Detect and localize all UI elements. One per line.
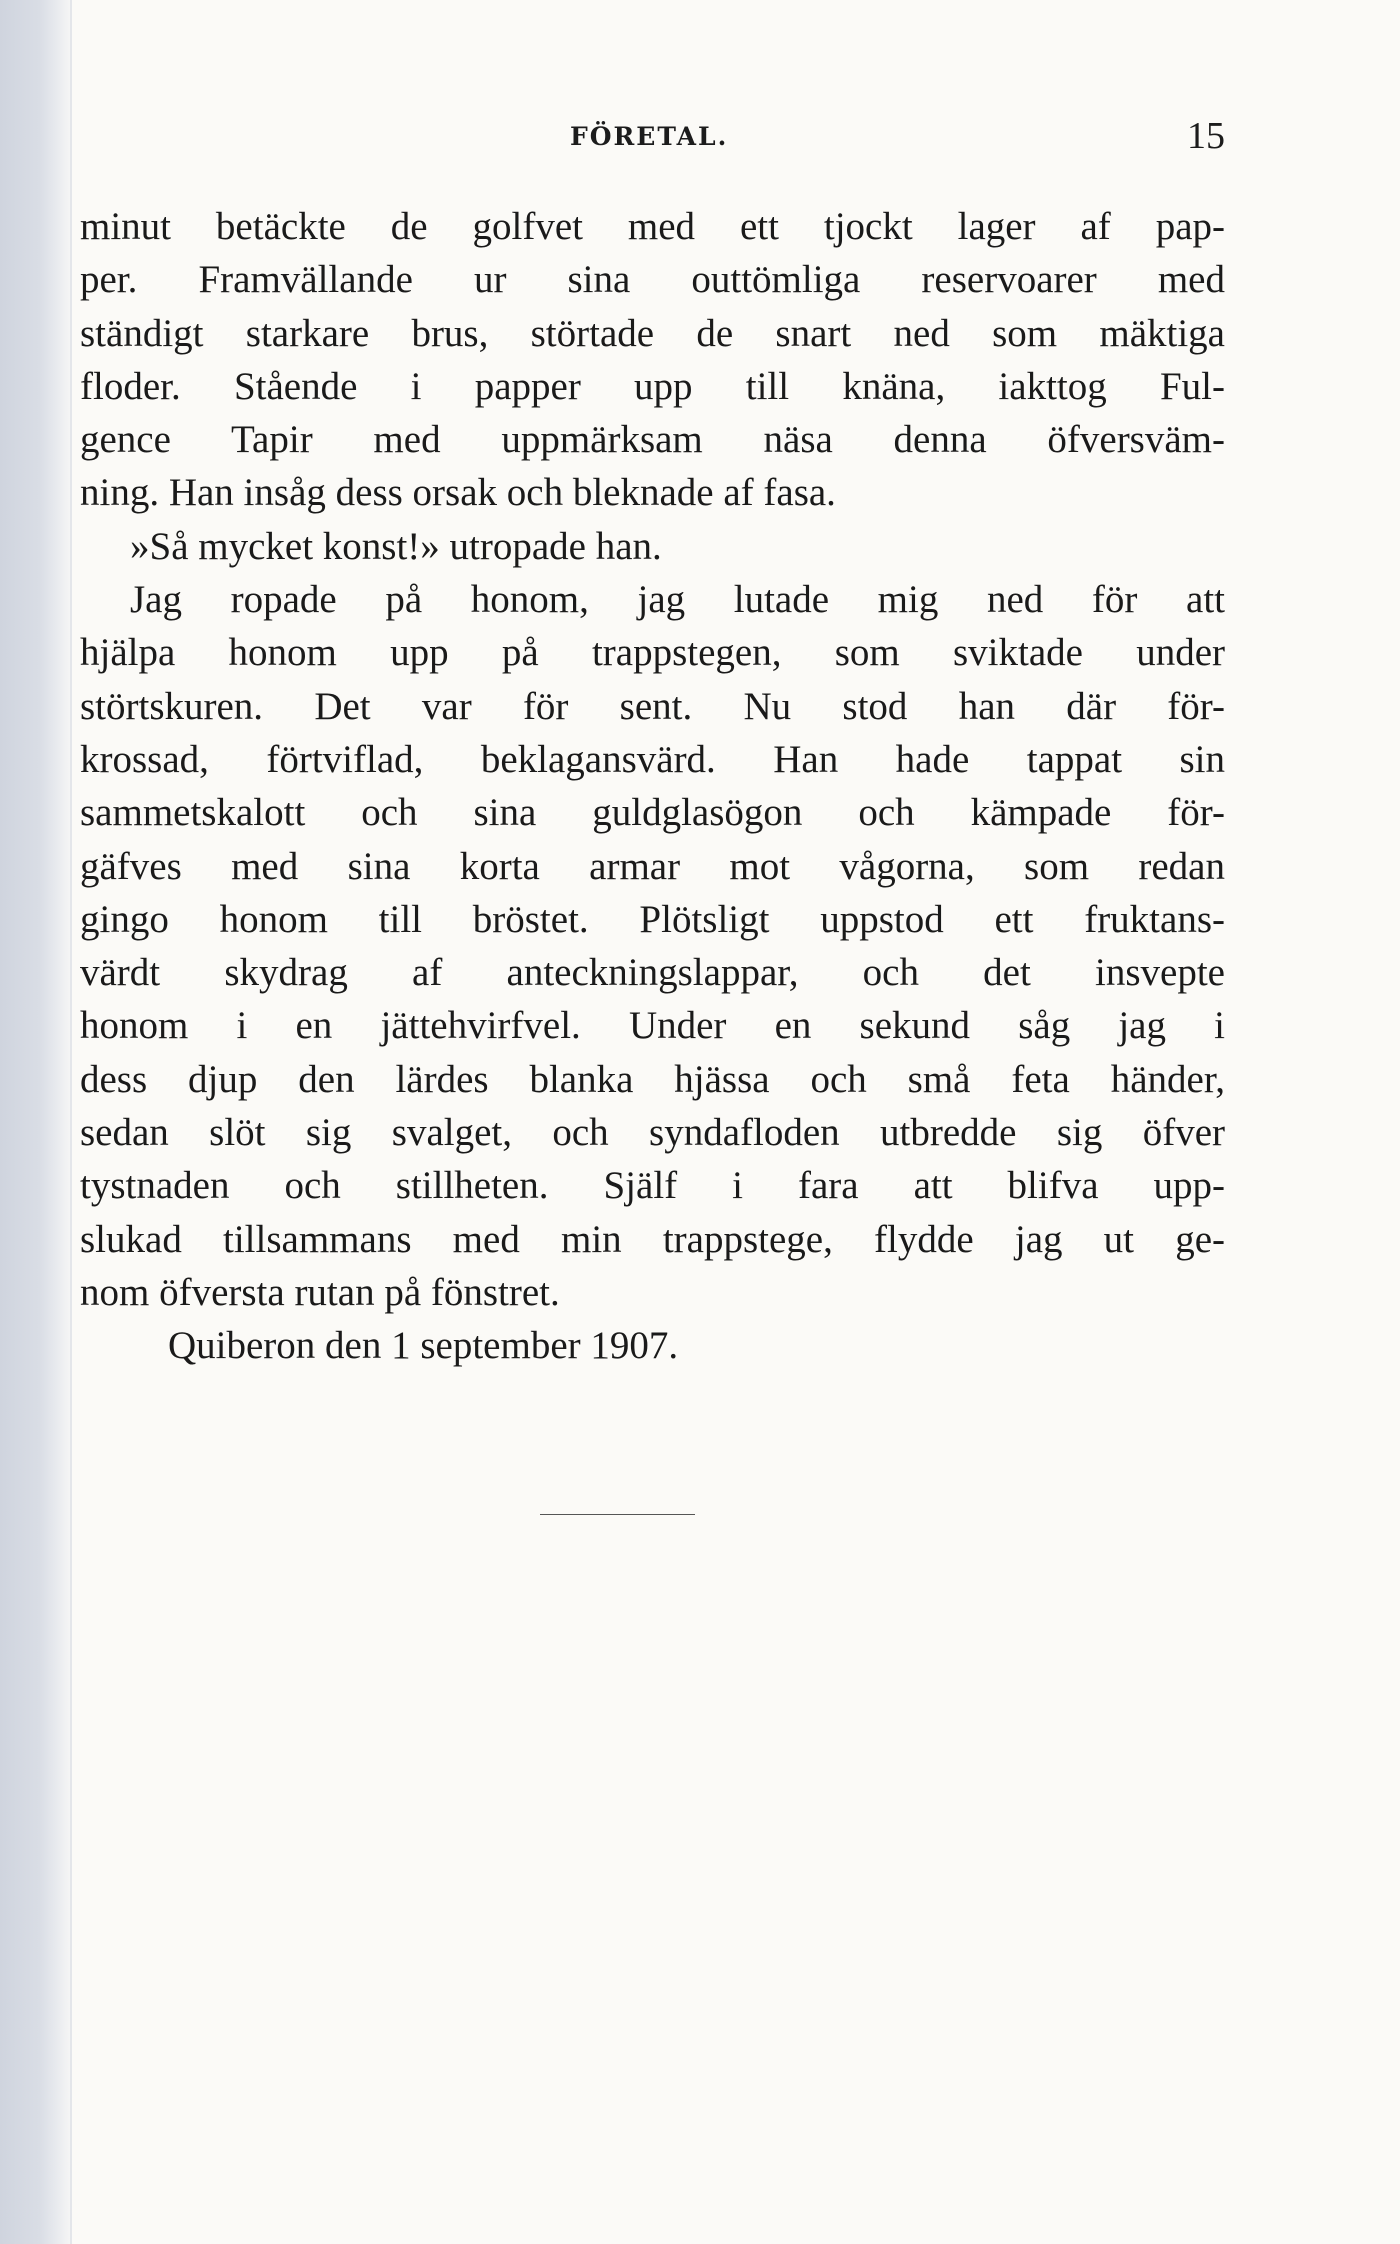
text-line: floder. Stående i papper upp till knäna, iakttog Ful- (80, 364, 1225, 408)
text-line: gingo honom till bröstet. Plötsligt uppstod ett fruktans- (80, 897, 1225, 941)
text-line: honom i en jättehvirfvel. Under en sekund såg jag i (80, 1004, 1225, 1048)
chapter-title: FÖRETAL. (570, 122, 729, 151)
text-line: gäfves med sina korta armar mot vågorna, som redan (80, 844, 1225, 888)
page-number: 15 (1187, 115, 1225, 157)
text-line: sammetskalott och sina guldglasögon och kämpade för- (80, 791, 1225, 835)
text-line: »Så mycket konst!» utropade han. (130, 524, 662, 568)
closing-dateline: Quiberon den 1 september 1907. (168, 1324, 679, 1368)
text-line: nom öfversta rutan på fönstret. (80, 1270, 560, 1314)
text-line: per. Framvällande ur sina outtömliga reservoarer med (80, 258, 1225, 302)
text-line: hjälpa honom upp på trappstegen, som sviktade under (80, 631, 1225, 675)
text-line: minut betäckte de golfvet med ett tjockt lager af pap- (80, 205, 1225, 248)
text-line: dess djup den lärdes blanka hjässa och små feta händer, (80, 1057, 1225, 1101)
page-binding-edge (0, 0, 72, 2244)
text-line: störtskuren. Det var för sent. Nu stod han där för- (80, 684, 1225, 728)
text-line: gence Tapir med uppmärksam näsa denna öfversväm- (80, 418, 1225, 462)
text-line: värdt skydrag af anteckningslappar, och det insvepte (80, 951, 1225, 995)
text-line: Jag ropade på honom, jag lutade mig ned för att (130, 578, 1225, 622)
text-line: ständigt starkare brus, störtade de snart ned som mäktiga (80, 311, 1225, 355)
running-header (80, 110, 1225, 160)
section-separator-rule (540, 1514, 695, 1515)
body-text (80, 200, 1225, 1373)
text-line: slukad tillsammans med min trappstege, flydde jag ut ge- (80, 1217, 1225, 1261)
text-line: ning. Han insåg dess orsak och bleknade af fasa. (80, 471, 836, 515)
text-line: tystnaden och stillheten. Själf i fara att blifva upp- (80, 1164, 1225, 1208)
text-line: sedan slöt sig svalget, och syndafloden utbredde sig öfver (80, 1111, 1225, 1155)
text-line: krossad, förtviflad, beklagansvärd. Han hade tappat sin (80, 737, 1225, 781)
